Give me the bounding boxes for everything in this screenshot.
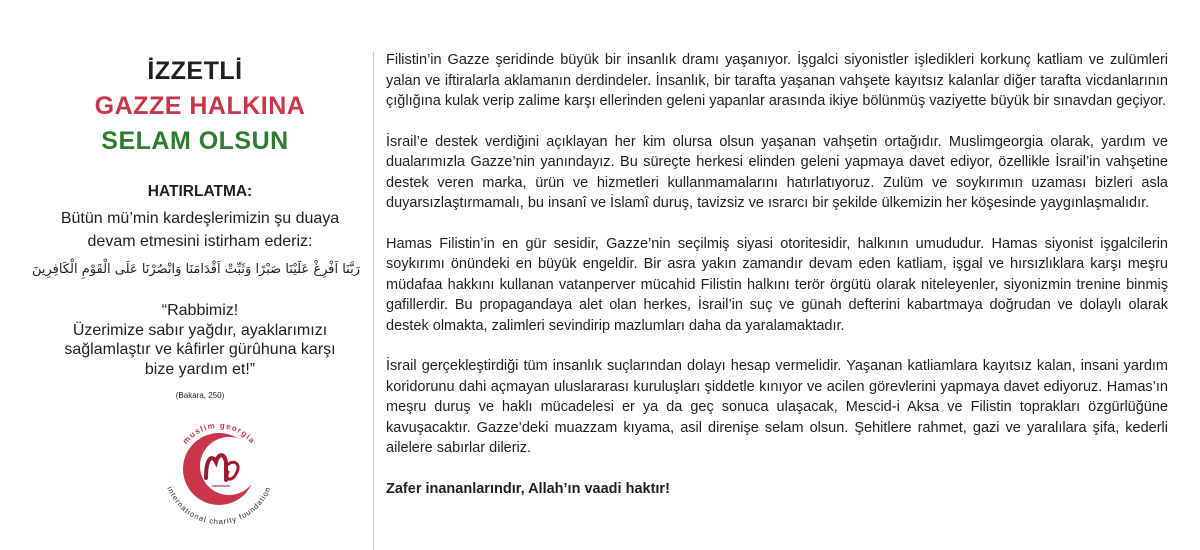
quote-line-3: sağlamlaştır ve kâfirler gürûhuna karşı xyxy=(64,341,336,358)
muslim-georgia-logo xyxy=(156,406,282,532)
logo-bottom-text: international charity foundation xyxy=(165,485,273,527)
article-paragraph-4: İsrail gerçekleştirdiği tüm insanlık suçlarından dolayı hesap vermelidir. Yaşanan katliamlara kayıtsız kalan, insani yardım koridorunu dahi açmayan uluslararası kuruluşları şiddetle kınıyor ve acilen görevlerini yapmaya davet ediyoruz. Hamas’ın meşru duruş ve haklı mücadelesi er ya da geç sonuca ulaşacak, Mescid-i Aksa ve Filistin toprakları özgürlüğüne kavuşacaktır. Gazze’deki muazzam kıyama, asil direnişe selam olsun. Şehitlere rahmet, gazi ve yaralılara şifa, kederli ailelere sabırlar dileriz. xyxy=(386,358,1168,456)
reminder-text-line-1: Bütün mü’min kardeşlerimizin şu duaya xyxy=(60,210,340,227)
article-body xyxy=(386,50,1168,499)
column-divider xyxy=(373,52,374,550)
reminder-text xyxy=(0,207,400,253)
quote-line-4: bize yardım et!” xyxy=(144,360,256,378)
article-paragraph-2: İsrail’e destek verdiğini açıklayan her kim olursa olsun yaşanan vahşetin ortağıdır. Muslimgeorgia olarak, yardım ve dualarımızla Gazze’nin yanındayız. Bu süreçte herkesi elinden geleni yapmaya davet ediyor, özellikle İsrail’in vahşetine destek veren marka, ürün ve hizmetleri kullanmamalarını hatırlatıyoruz. Zulüm ve soykırımın uzaması bizleri asla duyarsızlaştırmamalı, bu insanî ve İslamî duruş, tavizsiz ve ısrarcı bir şekilde ülkemizin her köşesinde yaygınlaşmalıdır. xyxy=(386,133,1168,211)
article-paragraph-1: Filistin’in Gazze şeridinde büyük bir insanlık dramı yaşanıyor. İşgalci siyonistler işledikleri korkunç katliam ve zulümleri yalan ve iftiralarla aklamanın derdindeler. İnsanlık, bir tarafta yaşanan vahşete kayıtsız kalanlar diğer tarafta vicdanlarının çığlığına kulak verip zalime karşı ellerinden geleni yapanlar arasında ikiye bölünmüş vaziyette büyük bir sınavdan geçiyor. xyxy=(386,52,1168,109)
title-line-1: İZZETLİ xyxy=(147,57,243,85)
title-line-3: SELAM OLSUN xyxy=(101,127,289,155)
article-paragraph-3: Hamas Filistin’in en gür sesidir, Gazze’nin seçilmiş siyasi otoritesidir, halkının umududur. Hamas siyonist işgalcilerin soykırımı önündeki en büyük engeldir. Bir asra yakın zamandır devam eden katliam, işgal ve hırsızlıklara karşı meşru müdafaa hakkını kullanan vatanperver mücahid Filistin halkını terör örgütü olarak niteleyenler, siyonizmin trenine binmiş gafillerdir. Bu propagandaya alet olan herkes, İsrail’in suç ve günah defterini kabartmaya doğrudan ve dolaylı olarak destek olmakta, zalimleri sevindirip mazlumları daha da yaralamaktadır. xyxy=(386,235,1168,334)
closing-statement: Zafer inananlarındır, Allah’ın vaadi haktır! xyxy=(386,480,670,497)
title-line-2: GAZZE HALKINA xyxy=(94,92,306,120)
citation: (Bakara, 250) xyxy=(175,391,225,400)
reminder-text-line-2: devam etmesini istirham ederiz: xyxy=(87,233,313,250)
crescent-icon xyxy=(183,433,258,505)
quote-line-1: “Rabbimiz! xyxy=(161,302,239,319)
quote-line-2: Üzerimize sabır yağdır, ayaklarımızı xyxy=(72,321,328,339)
left-panel xyxy=(0,0,370,550)
prayer-translation xyxy=(0,301,400,379)
logo-top-text: muslim georgia xyxy=(180,420,258,446)
arabic-prayer: رَبَّنَا اَفْرِغْ عَلَيْنَا صَبْرًا وَثَبِّتْ اَقْدَامَنَا وَانْصُرْنَا عَلَى الْقَوْمِ الْكَافِرِينَ xyxy=(32,262,360,277)
reminder-heading: HATIRLATMA: xyxy=(147,183,253,200)
